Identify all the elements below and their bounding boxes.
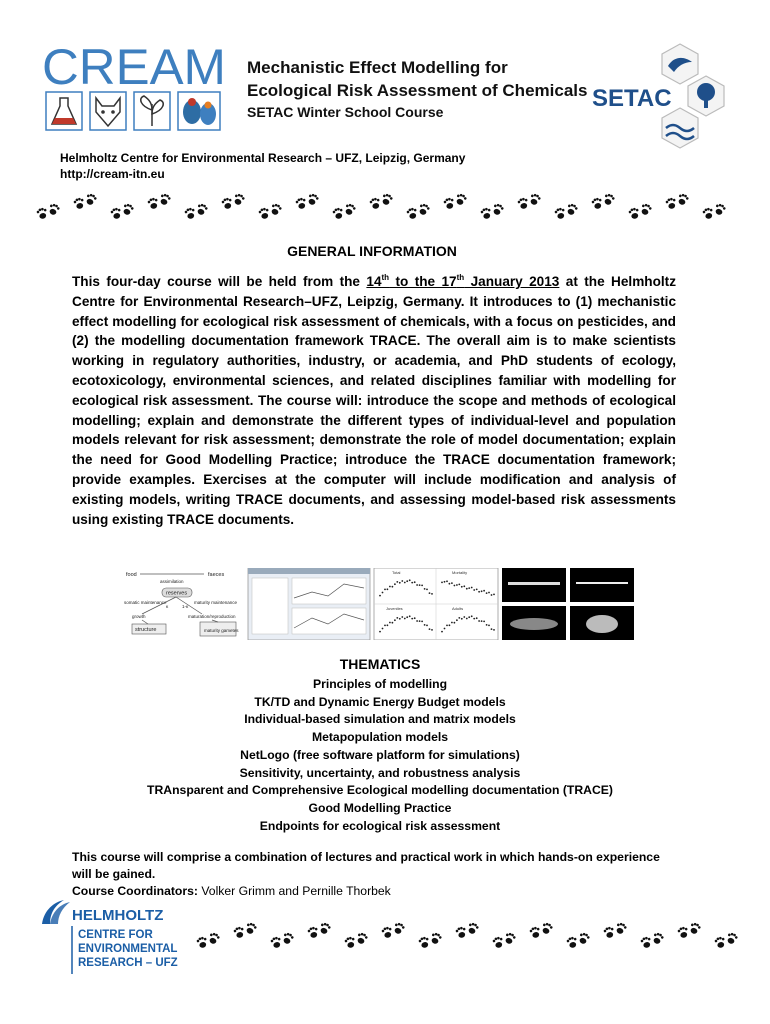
- list-item: Principles of modelling: [312, 677, 448, 691]
- svg-text:assimilation: assimilation: [160, 579, 184, 584]
- svg-text:κ: κ: [166, 604, 169, 609]
- scatter-dot: [431, 593, 433, 595]
- scatter-dot: [424, 624, 426, 626]
- scatter-dot: [486, 624, 488, 626]
- plant-icon: [141, 96, 164, 126]
- scatter-dot: [486, 592, 488, 594]
- paw-print-icon: [84, 193, 97, 206]
- course-title-line-2: Ecological Risk Assessment of Chemicals: [247, 81, 588, 100]
- course-title-line-1: Mechanistic Effect Modelling for: [247, 58, 508, 77]
- paw-print-icon: [566, 936, 578, 949]
- paw-print-icon: [651, 932, 664, 945]
- coordinators-line: [72, 883, 672, 900]
- coordinators-label: Course Coordinators:: [72, 884, 198, 898]
- birds-icon: [183, 98, 216, 125]
- general-info-paragraph: [72, 272, 676, 529]
- paw-print-icon: [603, 926, 615, 939]
- svg-text:RESEARCH – UFZ: RESEARCH – UFZ: [78, 957, 178, 969]
- scatter-dot: [449, 583, 451, 585]
- scatter-dot: [379, 631, 381, 633]
- scatter-plots: [374, 568, 498, 640]
- paw-print-icon: [454, 193, 467, 206]
- paw-print-icon: [676, 193, 689, 206]
- scatter-dot: [406, 616, 408, 618]
- scatter-dot: [414, 617, 416, 619]
- scatter-dot: [488, 592, 490, 594]
- paw-print-icon: [602, 193, 615, 206]
- svg-text:growth: growth: [132, 614, 146, 619]
- paw-prints-divider: [34, 193, 744, 223]
- scatter-dot: [458, 584, 460, 586]
- paw-print-icon: [639, 203, 652, 216]
- scatter-dot: [419, 584, 421, 586]
- scatter-dot: [429, 592, 431, 594]
- course-subtitle: SETAC Winter School Course: [247, 104, 444, 120]
- paw-print-icon: [503, 932, 516, 945]
- setac-logo-text: SETAC: [592, 85, 672, 112]
- paw-print-icon: [355, 932, 368, 945]
- paw-print-icon: [480, 207, 492, 220]
- paw-print-icon: [195, 203, 208, 216]
- paw-print-icon: [418, 936, 430, 949]
- scatter-dot: [409, 579, 411, 581]
- paw-print-icon: [492, 936, 504, 949]
- scatter-dot: [401, 580, 403, 582]
- general-info-heading: GENERAL INFORMATION: [287, 243, 457, 259]
- scatter-dot: [396, 617, 398, 619]
- scatter-dot: [409, 615, 411, 617]
- deb-diagram: [122, 568, 244, 640]
- paw-print-icon: [614, 922, 627, 935]
- paw-print-icon: [381, 926, 393, 939]
- cream-logo: [40, 44, 230, 136]
- paw-print-icon: [306, 193, 319, 206]
- scatter-dot: [382, 628, 384, 630]
- paw-print-icon: [591, 197, 603, 210]
- cream-logo-text: CREAM: [42, 44, 226, 95]
- institution-line: Helmholtz Centre for Environmental Research – UFZ, Leipzig, Germany: [60, 151, 466, 165]
- scatter-dot: [441, 631, 443, 633]
- scatter-dot: [473, 618, 475, 620]
- paw-print-icon: [665, 197, 677, 210]
- scatter-dot: [394, 583, 396, 585]
- scatter-dot: [394, 619, 396, 621]
- list-item: Endpoints for ecological risk assessment: [259, 818, 501, 833]
- title-block: [247, 56, 607, 120]
- scatter-dot: [463, 585, 465, 587]
- scatter-dot: [481, 620, 483, 622]
- svg-text:reserves: reserves: [166, 590, 188, 597]
- scatter-dot: [401, 616, 403, 618]
- paw-print-icon: [369, 197, 381, 210]
- paw-prints-footer: [196, 922, 741, 954]
- paw-print-icon: [677, 926, 689, 939]
- paw-print-icon: [184, 207, 196, 220]
- scatter-dot: [392, 622, 394, 624]
- fox-icon: [96, 98, 120, 126]
- scatter-dot: [451, 582, 453, 584]
- list-item: Individual-based simulation and matrix models: [244, 712, 516, 727]
- paw-print-icon: [380, 193, 393, 206]
- paw-print-icon: [565, 203, 578, 216]
- figure-strip: [122, 568, 634, 640]
- paw-print-icon: [36, 207, 48, 220]
- thematics-heading: THEMATICS: [339, 656, 421, 672]
- paw-print-icon: [491, 203, 504, 216]
- scatter-dot: [444, 628, 446, 630]
- paw-print-icon: [406, 207, 418, 220]
- scatter-dot: [444, 581, 446, 583]
- scatter-dot: [468, 587, 470, 589]
- scatter-dot: [471, 615, 473, 617]
- scatter-dot: [414, 581, 416, 583]
- scatter-dot: [456, 584, 458, 586]
- scatter-dot: [396, 581, 398, 583]
- scatter-dot: [483, 590, 485, 592]
- paw-print-icon: [455, 926, 467, 939]
- scatter-dot: [454, 585, 456, 587]
- paw-print-icon: [258, 207, 270, 220]
- intro-lead: This four-day course will be held from the: [72, 274, 367, 289]
- scatter-dot: [389, 586, 391, 588]
- paw-print-icon: [725, 932, 738, 945]
- simulation-images: [502, 568, 634, 640]
- paw-print-icon: [577, 932, 590, 945]
- course-format-text: This course will comprise a combination of lectures and practical work in which hands-on experience will be gained.: [72, 850, 660, 881]
- scatter-dot: [466, 618, 468, 620]
- list-item: TRAnsparent and Comprehensive Ecological modelling documentation (TRACE): [147, 783, 613, 798]
- paw-print-icon: [307, 926, 319, 939]
- svg-text:somatic maintenance: somatic maintenance: [124, 600, 167, 605]
- paw-print-icon: [344, 936, 356, 949]
- paw-print-icon: [443, 197, 455, 210]
- list-item: TK/TD and Dynamic Energy Budget models: [254, 694, 506, 709]
- scatter-dot: [454, 622, 456, 624]
- paw-print-icon: [713, 203, 726, 216]
- course-dates: 14th to the 17th January 2013: [366, 273, 560, 289]
- scatter-dot: [456, 619, 458, 621]
- scatter-dot: [384, 589, 386, 591]
- thematics-list: [60, 676, 700, 835]
- scatter-dot: [476, 589, 478, 591]
- scatter-dot: [461, 618, 463, 620]
- coordinators-names: Volker Grimm and Pernille Thorbek: [197, 884, 391, 898]
- scatter-dot: [416, 620, 418, 622]
- scatter-dot: [387, 624, 389, 626]
- scatter-dot: [478, 620, 480, 622]
- scatter-dot: [493, 594, 495, 596]
- paw-print-icon: [554, 207, 566, 220]
- paw-print-icon: [147, 197, 159, 210]
- scatter-dot: [426, 589, 428, 591]
- flask-icon: [52, 98, 76, 124]
- list-item: Good Modelling Practice: [308, 800, 452, 815]
- scatter-dot: [446, 625, 448, 627]
- svg-text:maturation/reproduction: maturation/reproduction: [188, 614, 236, 619]
- paw-print-icon: [540, 922, 553, 935]
- scatter-dot: [488, 625, 490, 627]
- paw-print-icon: [343, 203, 356, 216]
- scatter-dot: [421, 585, 423, 587]
- svg-text:Adults: Adults: [452, 606, 464, 611]
- scatter-dot: [471, 587, 473, 589]
- paw-print-icon: [392, 922, 405, 935]
- paw-print-icon: [332, 207, 344, 220]
- paw-print-icon: [73, 197, 85, 210]
- scatter-dot: [416, 584, 418, 586]
- scatter-dot: [404, 582, 406, 584]
- scatter-dot: [458, 617, 460, 619]
- scatter-dot: [387, 588, 389, 590]
- scatter-dot: [426, 625, 428, 627]
- scatter-dot: [406, 580, 408, 582]
- scatter-dot: [431, 629, 433, 631]
- paw-print-icon: [244, 922, 257, 935]
- scatter-dot: [483, 621, 485, 623]
- paw-print-icon: [232, 193, 245, 206]
- svg-text:1-κ: 1-κ: [182, 604, 189, 609]
- intro-body: at the Helmholtz Centre for Environmental Research–UFZ, Leipzig, Germany. It introduces to (1) mechanistic effect modelling for ecological risk assessment of chemicals, with a focus on pesticides, and (2) the modelling documentation framework TRACE. The overall aim is to make scientists working in regulatory authorities, industry, or academia, and PhD students of ecology, ecotoxicology, environmental sciences, and related disciplines familiar with modelling for ecological risk assessment. The course will: introduce the scope and methods of ecological modelling; explain and demonstrate the different types of individual-level and population models relevant for risk assessment; demonstrate the role of model documentation; explain the need for Good Modelling Practice; introduce the TRACE documentation framework; provide examples. Exercises at the computer will include modification and analysis of existing models, writing TRACE documents, and assessing model-based risk assessments using existing TRACE documents.: [72, 274, 676, 527]
- scatter-dot: [389, 622, 391, 624]
- scatter-dot: [382, 592, 384, 594]
- scatter-dot: [461, 586, 463, 588]
- scatter-dot: [399, 582, 401, 584]
- paw-print-icon: [688, 922, 701, 935]
- list-item: NetLogo (free software platform for simulations): [240, 747, 520, 762]
- paw-print-icon: [281, 932, 294, 945]
- paw-print-icon: [121, 203, 134, 216]
- scatter-dot: [449, 624, 451, 626]
- scatter-dot: [478, 591, 480, 593]
- scatter-dot: [463, 616, 465, 618]
- scatter-dot: [491, 628, 493, 630]
- setac-logo: [588, 40, 738, 152]
- paw-print-icon: [517, 197, 529, 210]
- scatter-dot: [481, 590, 483, 592]
- svg-text:Juveniles: Juveniles: [386, 606, 403, 611]
- software-screenshot: [248, 568, 370, 640]
- paw-print-icon: [702, 207, 714, 220]
- paw-print-icon: [628, 207, 640, 220]
- scatter-dot: [429, 628, 431, 630]
- scatter-dot: [421, 621, 423, 623]
- scatter-dot: [379, 595, 381, 597]
- svg-text:structure: structure: [135, 627, 157, 633]
- paw-print-icon: [714, 936, 726, 949]
- scatter-dot: [473, 589, 475, 591]
- list-item: Metapopulation models: [311, 730, 449, 745]
- paw-print-icon: [466, 922, 479, 935]
- scatter-dot: [476, 617, 478, 619]
- scatter-dot: [384, 625, 386, 627]
- scatter-dot: [491, 594, 493, 596]
- scatter-dot: [419, 620, 421, 622]
- scatter-dot: [424, 588, 426, 590]
- svg-text:Mortality: Mortality: [452, 570, 468, 575]
- thematics-section: [60, 656, 700, 835]
- svg-text:food: food: [126, 572, 137, 578]
- scatter-dot: [446, 580, 448, 582]
- paw-print-icon: [47, 203, 60, 216]
- paw-print-icon: [529, 926, 541, 939]
- svg-text:CENTRE FOR: CENTRE FOR: [78, 929, 153, 941]
- scatter-dot: [441, 582, 443, 584]
- paw-print-icon: [270, 936, 282, 949]
- paw-print-icon: [269, 203, 282, 216]
- scatter-dot: [392, 586, 394, 588]
- paw-print-icon: [318, 922, 331, 935]
- paw-print-icon: [640, 936, 652, 949]
- paw-print-icon: [110, 207, 122, 220]
- paw-print-icon: [528, 193, 541, 206]
- svg-text:ENVIRONMENTAL: ENVIRONMENTAL: [78, 943, 178, 955]
- scatter-dot: [466, 588, 468, 590]
- scatter-dot: [411, 582, 413, 584]
- paw-print-icon: [158, 193, 171, 206]
- scatter-dot: [493, 629, 495, 631]
- helmholtz-swoosh-icon: [42, 900, 70, 924]
- svg-text:maturity gametes: maturity gametes: [204, 628, 239, 633]
- scatter-dot: [411, 618, 413, 620]
- svg-text:maturity maintenance: maturity maintenance: [194, 600, 238, 605]
- paw-print-icon: [295, 197, 307, 210]
- website-link[interactable]: http://cream-itn.eu: [60, 167, 165, 181]
- closing-section: [72, 849, 672, 900]
- svg-text:faeces: faeces: [208, 572, 225, 578]
- paw-print-icon: [429, 932, 442, 945]
- host-info: [60, 150, 465, 182]
- svg-text:HELMHOLTZ: HELMHOLTZ: [72, 907, 164, 924]
- paw-print-icon: [196, 936, 208, 949]
- helmholtz-logo: [40, 900, 210, 980]
- scatter-dot: [399, 618, 401, 620]
- paw-print-icon: [417, 203, 430, 216]
- list-item: Sensitivity, uncertainty, and robustness analysis: [239, 765, 521, 780]
- scatter-dot: [468, 616, 470, 618]
- scatter-dot: [404, 618, 406, 620]
- paw-print-icon: [233, 926, 245, 939]
- paw-print-icon: [221, 197, 233, 210]
- svg-text:Total: Total: [392, 570, 401, 575]
- paw-print-icon: [207, 932, 220, 945]
- scatter-dot: [451, 622, 453, 624]
